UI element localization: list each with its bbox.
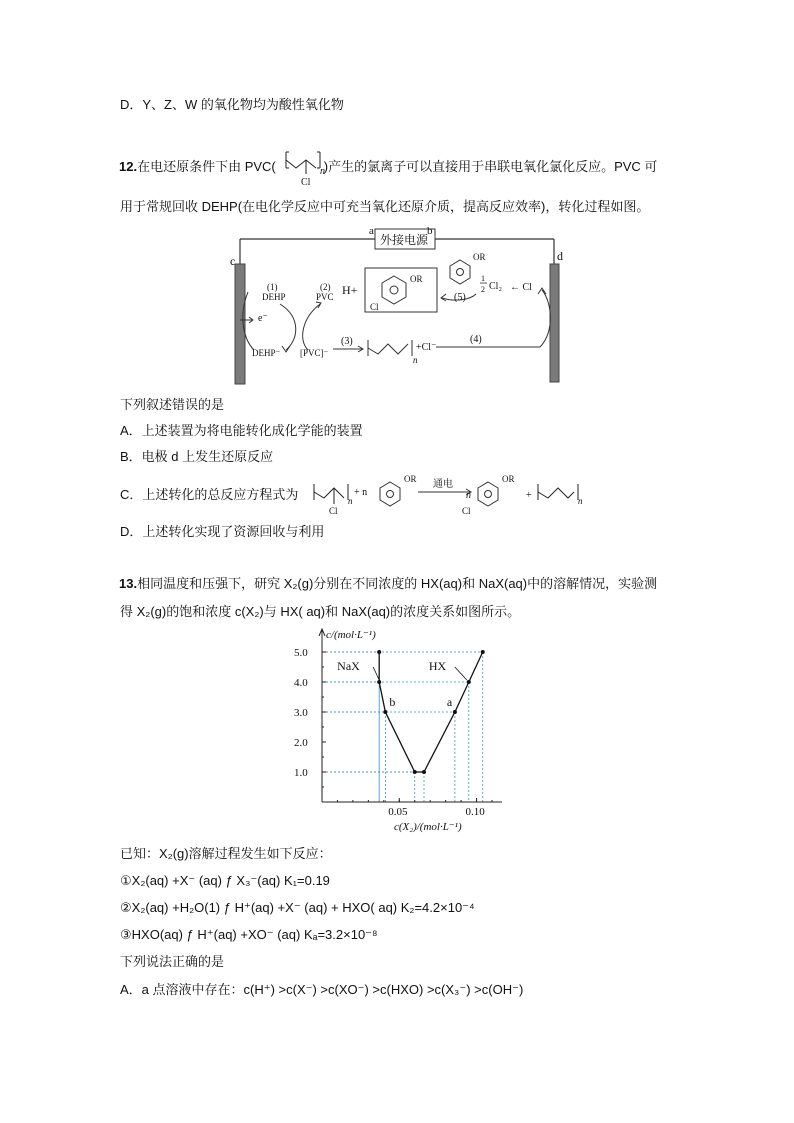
q13-stem-line2: 得 X₂(g)的饱和浓度 c(X₂)与 HX( aq)和 NaX(aq)的浓度关系如图所示。	[120, 604, 521, 619]
x-axis-label: c(X₂)/(mol·L⁻¹)	[394, 821, 462, 833]
eq-n1: n	[348, 496, 353, 506]
eq-n2: n	[466, 490, 471, 501]
step3: (3)	[341, 336, 353, 347]
cl-minus: +Cl⁻	[416, 342, 437, 353]
y-tick-label: 3.0	[294, 707, 308, 719]
label-d: d	[557, 249, 563, 263]
half-den: 2	[481, 285, 485, 294]
eq-cl2: Cl	[462, 506, 471, 516]
half-num: 1	[481, 274, 485, 283]
x-tick-label: 0.10	[465, 806, 485, 818]
q13-number: 13.	[119, 576, 138, 591]
eq-or2: OR	[502, 474, 515, 484]
q12-option-b: B．电极 d 上发生还原反应	[120, 449, 274, 464]
point-nax	[377, 680, 381, 684]
pvc-n: n	[320, 166, 325, 177]
electrolysis-diagram	[230, 222, 575, 390]
q12-stem-b: )产生的氯离子可以直接用于串联电氧化氯化反应。PVC 可	[323, 159, 658, 174]
polyene-n: n	[413, 355, 418, 365]
eq-cl1: Cl	[329, 506, 338, 516]
q12-stem-line2: 用于常规回收 DEHP(在电化学反应中可充当氧化还原介质，提高反应效率)，转化过程如图。	[120, 199, 650, 214]
hx-leader	[455, 667, 467, 680]
pvc-label: PVC	[316, 292, 334, 302]
q13-known: 已知：X₂(g)溶解过程发生如下反应：	[120, 846, 332, 861]
q12-option-c-prefix: C．上述转化的总反应方程式为	[120, 487, 299, 502]
dehp-minus: DEHP⁻	[252, 348, 281, 358]
pvc-minus: [PVC]⁻	[300, 348, 329, 358]
label-c: c	[230, 254, 236, 268]
pvc-cl: Cl	[301, 177, 311, 188]
pvc-structure	[282, 146, 332, 188]
q13-reaction-2: ②X₂(aq) +H₂O(1) ƒ H⁺(aq) +X⁻ (aq) + HXO( aq) K₂=4.2×10⁻⁴	[120, 900, 475, 915]
q12-number: 12.	[119, 159, 138, 174]
point-hx	[453, 710, 457, 714]
y-tick-label: 1.0	[294, 767, 308, 779]
q12-stem-line1	[119, 158, 657, 176]
y-tick-label: 5.0	[294, 647, 308, 659]
point-label-b: b	[389, 695, 396, 709]
q13-option-a: A．a 点溶液中存在：c(H⁺) >c(X⁻) >c(XO⁻) >c(HXO) >c(X₃⁻) >c(OH⁻)	[120, 982, 524, 997]
eq-n3: n	[578, 496, 583, 506]
q12-option-a: A．上述装置为将电能转化成化学能的装置	[120, 423, 363, 438]
step5: (5)	[454, 292, 466, 303]
point-hx	[467, 680, 471, 684]
label-a: a	[369, 225, 374, 237]
eq-or1: OR	[404, 474, 417, 484]
step4: (4)	[470, 334, 482, 345]
y-tick-label: 2.0	[294, 737, 308, 749]
q13-stem-line1	[119, 575, 657, 593]
y-axis-label: c/(mol·L⁻¹)	[326, 629, 376, 641]
point-hx	[481, 650, 485, 654]
dehp1: DEHP	[262, 292, 286, 302]
solubility-chart	[280, 625, 510, 840]
half-cl2: Cl₂	[489, 281, 502, 292]
step1: (1)	[267, 282, 278, 292]
point-label-a: a	[446, 695, 453, 709]
series-label-nax: NaX	[337, 659, 360, 673]
q12-stem-a: 在电还原条件下由 PVC(	[137, 159, 276, 174]
eq-plus: +	[526, 490, 532, 501]
q13-stem-a: 相同温度和压强下，研究 X₂(g)分别在不同浓度的 HX(aq)和 NaX(aq)中的溶解情况，实验测	[137, 576, 658, 591]
reagent-or: OR	[473, 252, 486, 262]
electrode-d	[550, 264, 559, 382]
y-tick-label: 4.0	[294, 677, 308, 689]
label-b: b	[427, 225, 433, 237]
box-or: OR	[410, 274, 423, 284]
series-label-hx: HX	[428, 659, 447, 673]
h-plus: H+	[342, 283, 358, 297]
option-c-equation	[310, 470, 590, 516]
x-tick-label: 0.05	[388, 806, 408, 818]
box-cl: Cl	[370, 302, 379, 312]
q12-option-d: D．上述转化实现了资源回收与利用	[120, 524, 325, 539]
q13-reaction-3: ③HXO(aq) ƒ H⁺(aq) +XO⁻ (aq) Kₐ=3.2×10⁻⁸	[120, 927, 378, 942]
cl-arrow: ← Cl	[510, 282, 532, 293]
q13-reaction-1: ①X₂(aq) +X⁻ (aq) ƒ X₃⁻(aq) K₁=0.19	[120, 873, 330, 888]
eq-plus-n: + n	[354, 487, 368, 498]
power-label: 外接电源	[380, 233, 429, 247]
electron: e⁻	[258, 313, 268, 324]
point-nax	[377, 650, 381, 654]
nax-leader	[373, 667, 379, 680]
q12-prompt: 下列叙述错误的是	[120, 397, 225, 412]
q13-prompt: 下列说法正确的是	[120, 954, 225, 969]
point-nax	[383, 710, 387, 714]
q11-option-d: D．Y、Z、W 的氧化物均为酸性氧化物	[120, 97, 344, 112]
step2: (2)	[320, 282, 331, 292]
eq-cond: 通电	[433, 479, 453, 490]
